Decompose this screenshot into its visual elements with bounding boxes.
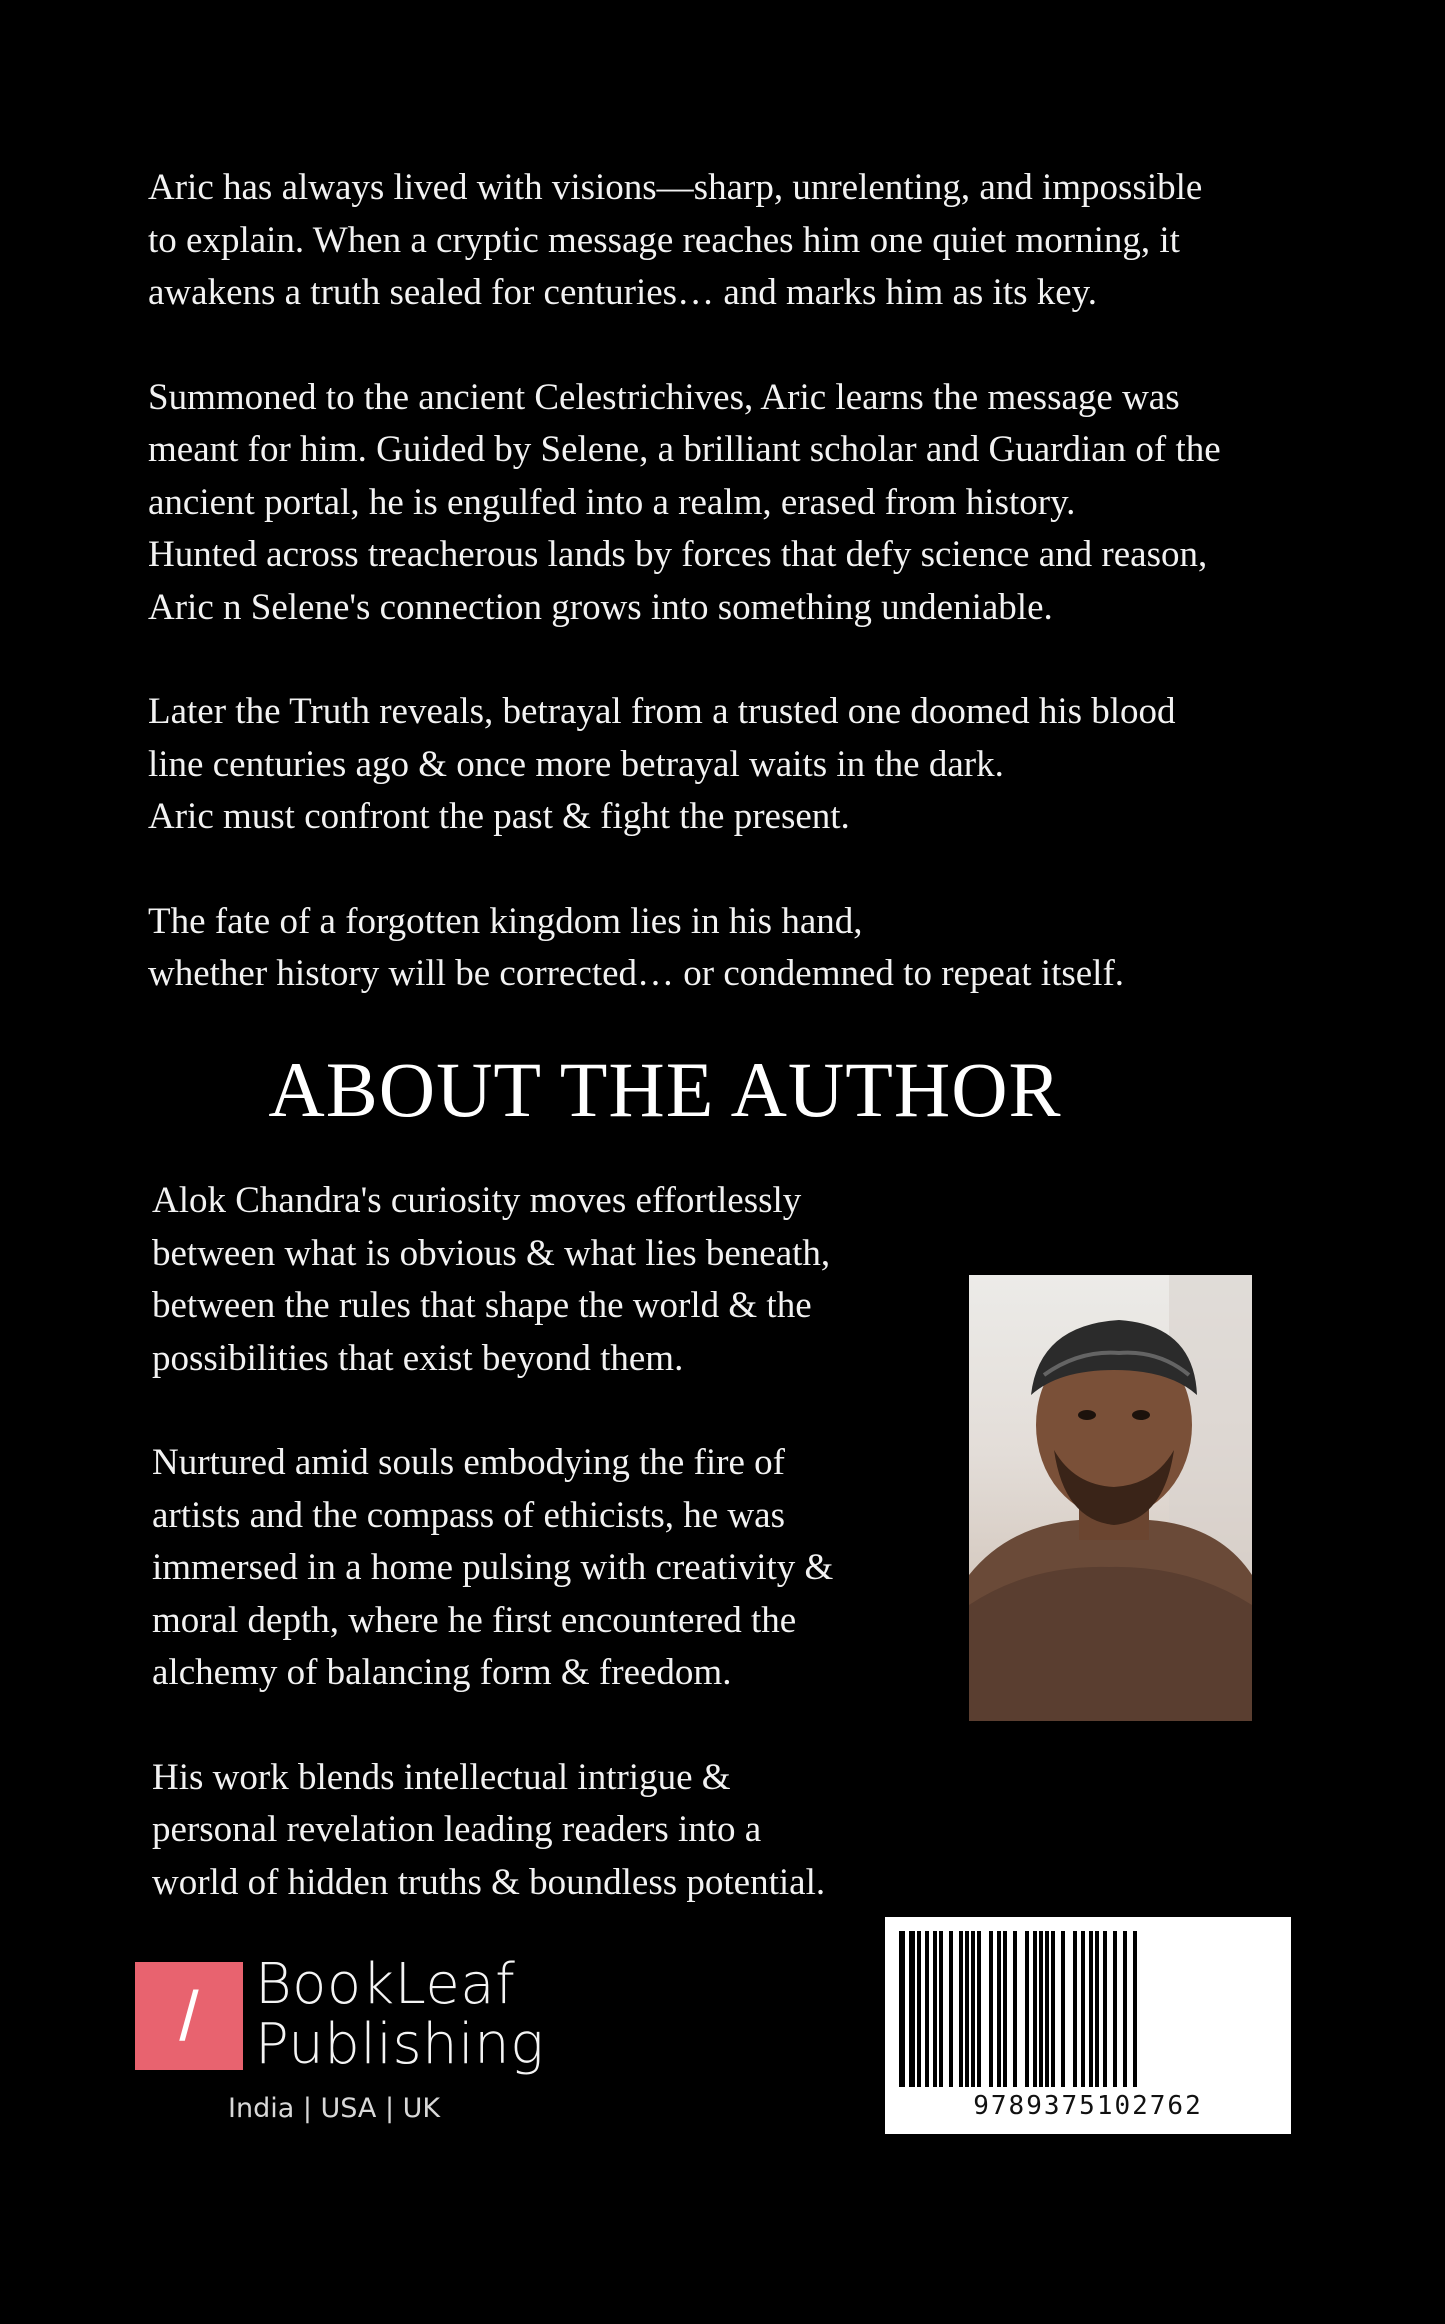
- isbn-number: 9789375102762: [973, 2091, 1203, 2121]
- barcode-bar: [1003, 1931, 1007, 2087]
- barcode-bar: [899, 1931, 905, 2087]
- publisher-regions: India | USA | UK: [228, 2093, 441, 2124]
- barcode-bar: [997, 1931, 1001, 2087]
- isbn-barcode: [885, 1917, 1291, 2134]
- barcode-bar: [1123, 1931, 1127, 2087]
- barcode-bar: [925, 1931, 929, 2087]
- publisher-name-line2: Publishing: [255, 2012, 545, 2077]
- about-author-heading: ABOUT THE AUTHOR: [268, 1046, 1062, 1133]
- book-blurb: [148, 162, 1348, 1053]
- barcode-bar: [1051, 1931, 1055, 2087]
- barcode-bar: [971, 1931, 975, 2087]
- barcode-bar: [939, 1931, 943, 2087]
- logo-slash-icon: /: [179, 1977, 199, 2055]
- bio-paragraph: Nurtured amid souls embodying the fire of artists and the compass of ethicists, he was immersed in a home pulsing with creativity & moral depth, where he first encountered the alchemy of balancing form & freedom.: [152, 1442, 834, 1693]
- barcode-bars: [895, 1931, 1281, 2087]
- barcode-bar: [949, 1931, 953, 2087]
- bio-paragraph: His work blends intellectual intrigue & personal revelation leading readers into a world of hidden truths & boundless potential.: [152, 1756, 826, 1903]
- barcode-bar: [909, 1931, 915, 2087]
- barcode-bar: [1089, 1931, 1093, 2087]
- barcode-bar: [1073, 1931, 1077, 2087]
- blurb-paragraph: Later the Truth reveals, betrayal from a trusted one doomed his blood line centuries ago & once more betrayal waits in the dark. Aric must confront the past & fight the present.: [148, 691, 1176, 837]
- barcode-bar: [1103, 1931, 1107, 2087]
- barcode-bar: [1013, 1931, 1017, 2087]
- publisher-logo: [135, 1962, 243, 2070]
- barcode-bar: [1133, 1931, 1137, 2087]
- barcode-bar: [989, 1931, 993, 2087]
- barcode-bar: [1113, 1931, 1117, 2087]
- barcode-bar: [977, 1931, 981, 2087]
- barcode-bar: [965, 1931, 969, 2087]
- blurb-paragraph: Summoned to the ancient Celestrichives, Aric learns the message was meant for him. Guided by Selene, a brilliant scholar and Guardian of the ancient portal, he is engulfed into a realm, erased from history. Hunted across treacherous lands by forces that defy science and reason, Aric n Selene's connection grows into something undeniable.: [148, 376, 1221, 628]
- barcode-bar: [1081, 1931, 1085, 2087]
- barcode-bar: [933, 1931, 937, 2087]
- publisher-name: [255, 1952, 545, 2077]
- barcode-bar: [1045, 1931, 1049, 2087]
- blurb-paragraph: Aric has always lived with visions—sharp, unrelenting, and impossible to explain. When a cryptic message reaches him one quiet morning, it awakens a truth sealed for centuries… and marks him as its key.: [148, 167, 1203, 313]
- publisher-name-line1: BookLeaf: [255, 1952, 516, 2017]
- barcode-bar: [1039, 1931, 1043, 2087]
- barcode-bar: [1095, 1931, 1099, 2087]
- barcode-bar: [1061, 1931, 1065, 2087]
- barcode-bar: [959, 1931, 963, 2087]
- barcode-bar: [917, 1931, 921, 2087]
- barcode-bar: [1025, 1931, 1029, 2087]
- blurb-paragraph: The fate of a forgotten kingdom lies in his hand, whether history will be corrected… or condemned to repeat itself.: [148, 900, 1125, 994]
- author-photo: [969, 1275, 1252, 1721]
- author-bio: [152, 1175, 932, 1961]
- barcode-bar: [1033, 1931, 1037, 2087]
- bio-paragraph: Alok Chandra's curiosity moves effortlessly between what is obvious & what lies beneath, between the rules that shape the world & the possibilities that exist beyond them.: [152, 1180, 831, 1379]
